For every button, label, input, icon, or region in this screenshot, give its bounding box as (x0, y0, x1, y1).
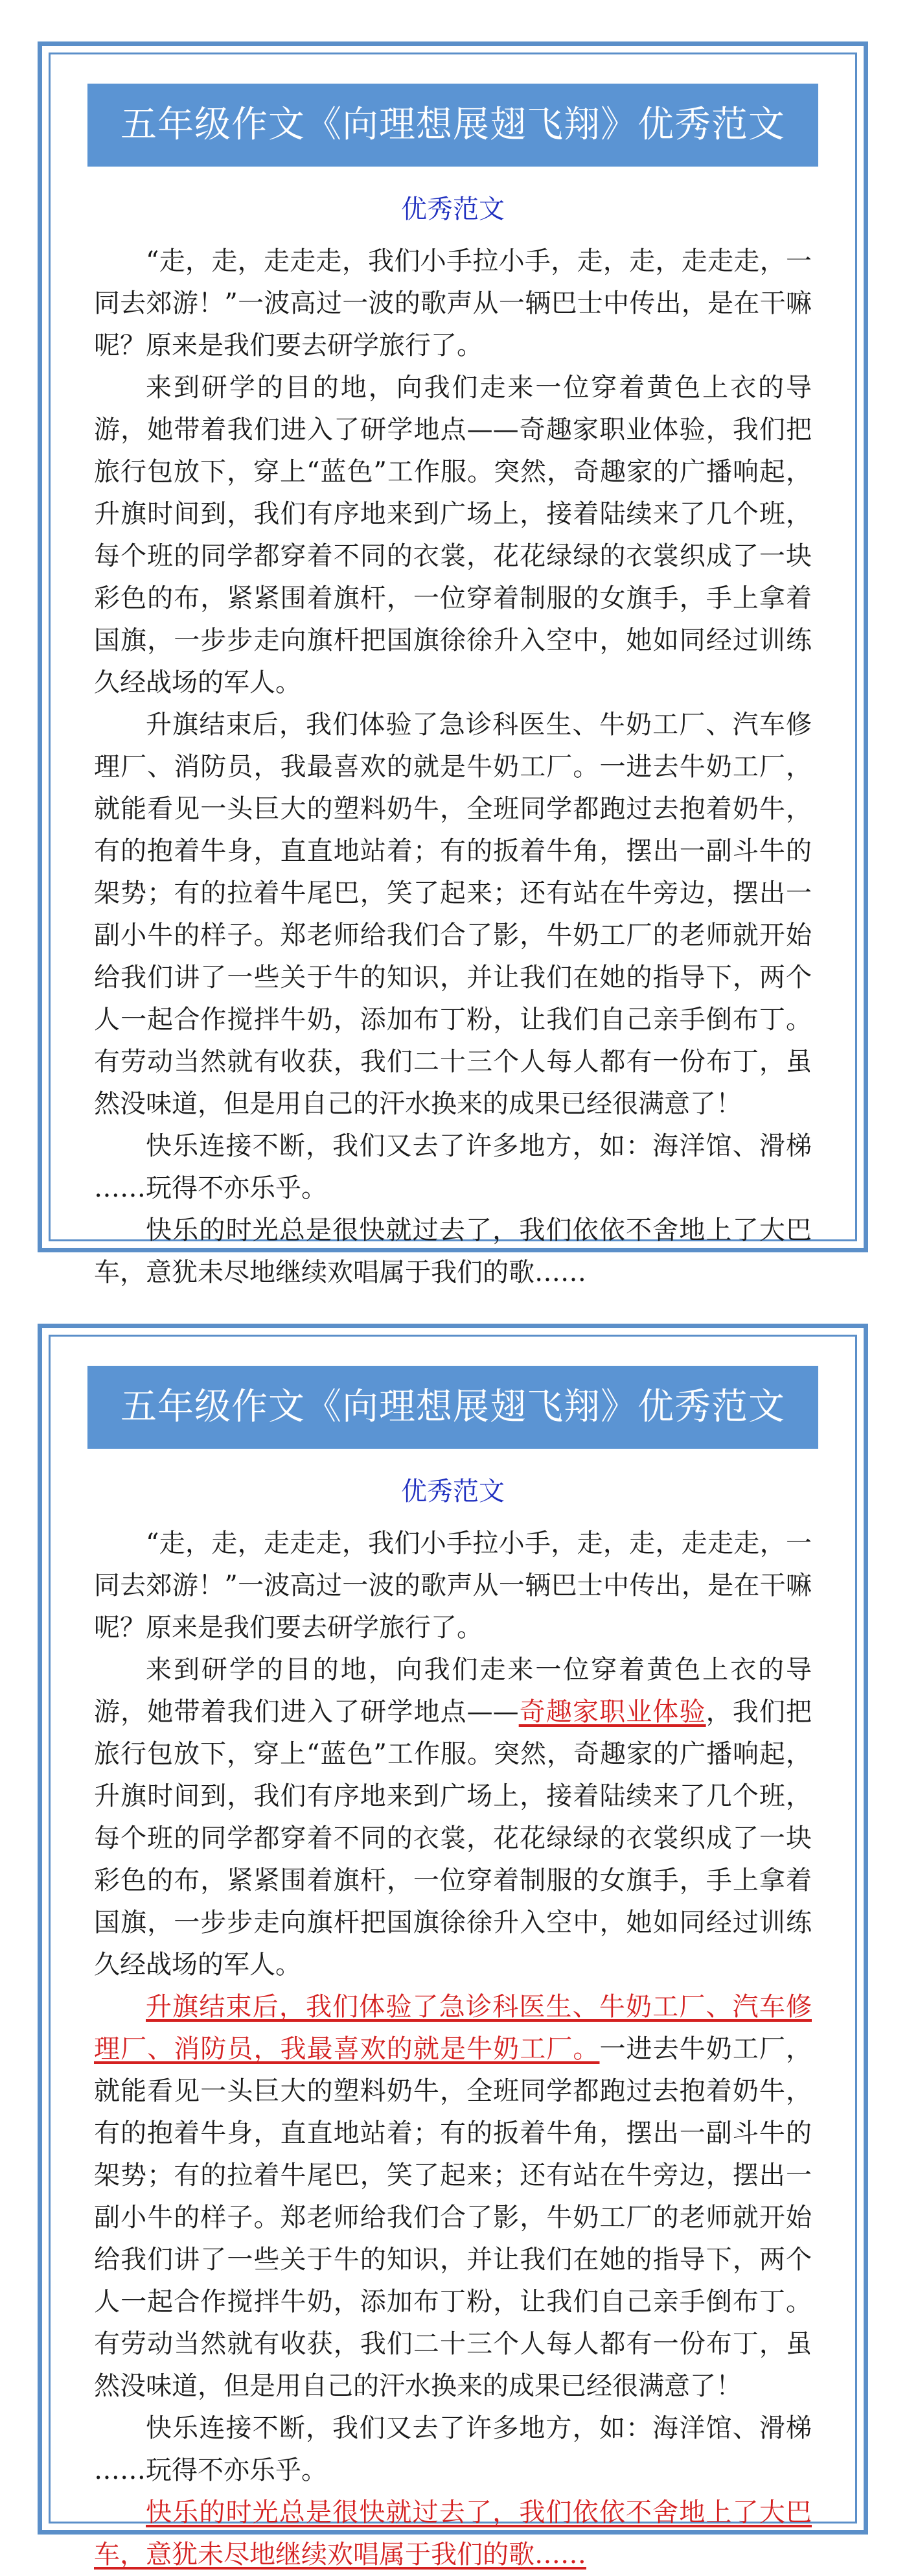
paragraph-2-text-a: 来到研学的目的地，向我们走来一位穿着黄色上衣的导游，她带着我们进入了研学地点—— (94, 1655, 812, 1727)
paragraph-3-text: 一进去牛奶工厂，就能看见一头巨大的塑料奶牛，全班同学都跑过去抱着奶牛，有的抱着牛身，直直地站着；有的扳着牛角，摆出一副斗牛的架势；有的拉着牛尾巴，笑了起来；还有站在牛旁边，摆出一副小牛的样子。郑老师给我们合了影，牛奶工厂的老师就开始给我们讲了一些关于牛的知识，并让我们在她的指导下，两个人一起合作搅拌牛奶，添加布丁粉，让我们自己亲手倒布丁。有劳动当然就有收获，我们二十三个人每人都有一份布丁，虽然没味道，但是用自己的汗水换来的成果已经很满意了！ (94, 2034, 812, 2401)
highlight-ending: 快乐的时光总是很快就过去了，我们依依不舍地上了大巴车，意犹未尽地继续欢唱属于我们的歌…… (94, 2498, 812, 2570)
essay-title: 五年级作文《向理想展翅飞翔》优秀范文 (87, 1366, 818, 1449)
essay-card-plain (38, 41, 868, 1287)
essay-card-annotated (38, 1324, 868, 2570)
essay-subtitle: 优秀范文 (401, 194, 505, 224)
paragraph-4: 快乐连接不断，我们又去了许多地方，如：海洋馆、滑梯 ……玩得不亦乐乎。 (94, 2413, 812, 2485)
paragraph-1: “走，走，走走走，我们小手拉小手，走，走，走走走，一同去郊游！”一波高过一波的歌声从一辆巴士中传出，是在干嘛呢？原来是我们要去研学旅行了。 (94, 246, 812, 360)
paragraph-2 (94, 1649, 812, 1986)
essay-title: 五年级作文《向理想展翅飞翔》优秀范文 (87, 84, 818, 167)
highlight-topic-sentence: 升旗结束后，我们体验了急诊科医生、牛奶工厂、汽车修理厂、消防员，我最喜欢的就是牛奶工厂。 (94, 1992, 812, 2064)
paragraph-3 (94, 1986, 812, 2407)
paragraph-5: 快乐的时光总是很快就过去了，我们依依不舍地上了大巴车，意犹未尽地继续欢唱属于我们的歌…… (94, 1215, 812, 1287)
essay-subtitle: 优秀范文 (401, 1477, 505, 1506)
paragraph-4: 快乐连接不断，我们又去了许多地方，如：海洋馆、滑梯 ……玩得不亦乐乎。 (94, 1131, 812, 1203)
highlight-place-name: 奇趣家职业体验 (518, 1697, 706, 1727)
paragraph-2-text-b: ，我们把旅行包放下，穿上“蓝色”工作服。突然，奇趣家的广播响起，升旗时间到，我们有序地来到广场上，接着陆续来了几个班，每个班的同学都穿着不同的衣裳，花花绿绿的衣裳织成了一块彩色的布，紧紧围着旗杆，一位穿着制服的女旗手，手上拿着国旗，一步步走向旗杆把国旗徐徐升入空中，她如同经过训练久经战场的军人。 (94, 1697, 812, 1980)
essay-body (94, 240, 812, 1294)
paragraph-5 (94, 2492, 812, 2576)
essay-body (94, 1523, 812, 2576)
paragraph-2: 来到研学的目的地，向我们走来一位穿着黄色上衣的导游，她带着我们进入了研学地点——奇趣家职业体验，我们把旅行包放下，穿上“蓝色”工作服。突然，奇趣家的广播响起，升旗时间到，我们有序地来到广场上，接着陆续来了几个班，每个班的同学都穿着不同的衣裳，花花绿绿的衣裳织成了一块彩色的布，紧紧围着旗杆，一位穿着制服的女旗手，手上拿着国旗，一步步走向旗杆把国旗徐徐升入空中，她如同经过训练久经战场的军人。 (94, 373, 812, 697)
paragraph-3: 升旗结束后，我们体验了急诊科医生、牛奶工厂、汽车修理厂、消防员，我最喜欢的就是牛奶工厂。一进去牛奶工厂，就能看见一头巨大的塑料奶牛，全班同学都跑过去抱着奶牛，有的抱着牛身，直直地站着；有的扳着牛角，摆出一副斗牛的架势；有的拉着牛尾巴，笑了起来；还有站在牛旁边，摆出一副小牛的样子。郑老师给我们合了影，牛奶工厂的老师就开始给我们讲了一些关于牛的知识，并让我们在她的指导下，两个人一起合作搅拌牛奶，添加布丁粉，让我们自己亲手倒布丁。有劳动当然就有收获，我们二十三个人每人都有一份布丁，虽然没味道，但是用自己的汗水换来的成果已经很满意了！ (94, 710, 812, 1119)
paragraph-1: “走，走，走走走，我们小手拉小手，走，走，走走走，一同去郊游！”一波高过一波的歌声从一辆巴士中传出，是在干嘛呢？原来是我们要去研学旅行了。 (94, 1528, 812, 1643)
